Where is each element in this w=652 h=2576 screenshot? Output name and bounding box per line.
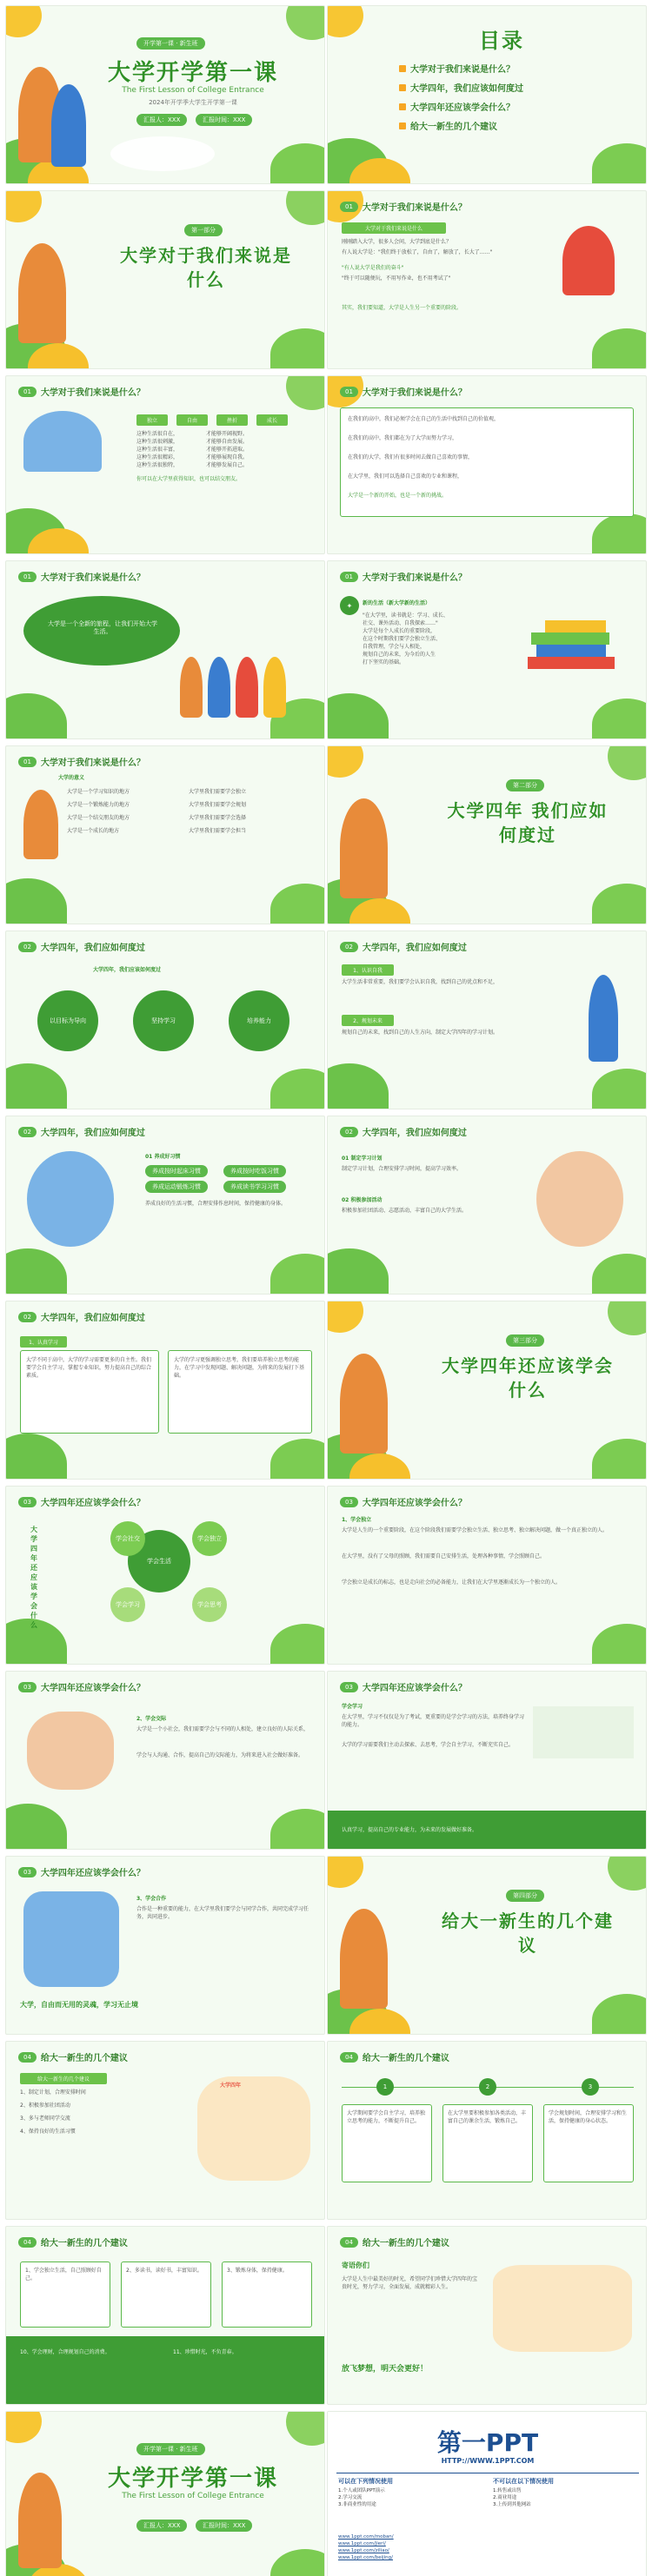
body-line: 规划自己的未来，为今后的人生 bbox=[363, 652, 436, 658]
slogan: 放飞梦想，明天会更好！ bbox=[342, 2365, 429, 2374]
header-number: 04 bbox=[18, 2237, 37, 2248]
student-figure-icon bbox=[263, 657, 286, 718]
subtitle: 2、学会交际 bbox=[136, 1716, 167, 1722]
text-panel bbox=[20, 1350, 159, 1434]
body-line: "终于可以随便玩，不用写作业，也不用考试了" bbox=[342, 275, 451, 281]
footer-text: 认真学习，提高自己的专业能力，为未来的发展做好准备。 bbox=[342, 1827, 478, 1833]
list-item: 大学是一个成长的地方 bbox=[67, 828, 120, 834]
slide-advice-columns[interactable] bbox=[327, 2041, 647, 2220]
slide-three-circles[interactable] bbox=[5, 930, 325, 1109]
header-number: 03 bbox=[18, 1867, 37, 1877]
keyword-box: 成长 bbox=[256, 414, 288, 426]
keyword-box: 自由 bbox=[176, 414, 208, 426]
body-line: 10、学会理财，合理规划自己的消费。 bbox=[20, 2349, 110, 2355]
footer-band bbox=[328, 1811, 647, 1850]
body-line: 这种生活很丰富， bbox=[136, 447, 179, 453]
bubble-node: 学会社交 bbox=[110, 1521, 145, 1556]
quote-title: 大学对于我们来说是什么 bbox=[342, 222, 446, 234]
slide-advice-list[interactable] bbox=[5, 2041, 325, 2220]
advice-list bbox=[20, 2089, 176, 2141]
header-title: 大学对于我们来说是什么？ bbox=[40, 573, 145, 583]
header-title: 大学四年，我们应如何度过 bbox=[362, 944, 467, 953]
body-line: 大学的学习更强调独立思考，我们要培养独立思考的能力，在学习中发现问题、解决问题，为将来的发展打下基础。 bbox=[174, 1357, 305, 1379]
header-number: 01 bbox=[18, 387, 37, 397]
bubble-node: 学会独立 bbox=[192, 1521, 227, 1556]
body-line: 在大学里，学习不仅仅是为了考试，更重要的是学会学习的方法，培养终身学习的能力。 bbox=[342, 1714, 525, 1728]
text-panel bbox=[543, 2104, 634, 2182]
list-item: 3、多与老师同学交流 bbox=[20, 2116, 70, 2122]
body-line: 其实，我们要知道，大学是人生另一个重要的阶段。 bbox=[342, 305, 462, 311]
lightbulb-icon: ✦ bbox=[340, 596, 359, 615]
slide-message[interactable] bbox=[327, 2226, 647, 2405]
date-pill: 汇报时间：XXX bbox=[196, 114, 252, 126]
toc-title: 目录 bbox=[479, 28, 524, 53]
body-line: 规划自己的未来，找到自己的人生方向，制定大学四年的学习计划。 bbox=[342, 1030, 499, 1036]
list-item: 大学是一个锻炼能力的地方 bbox=[67, 802, 130, 808]
text-panel bbox=[121, 2261, 211, 2328]
header-title: 大学对于我们来说是什么？ bbox=[40, 388, 145, 398]
student-reading-illustration bbox=[23, 790, 58, 859]
brand-logo: 第一PPT bbox=[436, 2428, 539, 2457]
footer-band bbox=[6, 2336, 325, 2405]
presenter-pill: 汇报人：XXX bbox=[136, 114, 187, 126]
habit-pill: 养成按时起床习惯 bbox=[145, 1165, 208, 1177]
point-label: 1、认识自我 bbox=[342, 964, 394, 976]
left-list bbox=[67, 788, 180, 840]
header-number: 02 bbox=[18, 1127, 37, 1137]
students-illustration bbox=[340, 798, 388, 898]
student-desk-illustration bbox=[27, 1712, 114, 1790]
body-line: 制定学习计划，合理安排学习时间，提高学习效率。 bbox=[342, 1166, 462, 1172]
body-line: 才能够发展自己。 bbox=[206, 462, 249, 468]
slogan: 大学，自由而无用的灵魂，学习无止境 bbox=[20, 2001, 138, 2009]
resource-link[interactable]: www.1ppt.com/moban/ bbox=[338, 2534, 394, 2540]
subtitle: 新的生活（新大学新的生活） bbox=[363, 600, 431, 606]
list-item: 1、制定计划，合理安排时间 bbox=[20, 2089, 86, 2096]
header-number: 01 bbox=[340, 387, 358, 397]
slide-advice-grid[interactable] bbox=[5, 2226, 325, 2405]
slide-study-hard[interactable] bbox=[5, 1301, 325, 1480]
subtitle: 01 养成好习惯 bbox=[145, 1154, 181, 1160]
classroom-illustration bbox=[533, 1706, 634, 1758]
slide-habits[interactable] bbox=[5, 1116, 325, 1295]
body-line: 有人说大学是："我们终于放松了，自由了，解放了，长大了……" bbox=[342, 249, 493, 255]
text-panel bbox=[222, 2261, 312, 2328]
circle-item: 坚持学习 bbox=[133, 990, 194, 1051]
body-line: 积极参加社团活动、志愿活动，丰富自己的大学生活。 bbox=[342, 1208, 468, 1214]
left-column bbox=[136, 430, 178, 469]
slide-meaning-list[interactable] bbox=[5, 745, 325, 924]
body-line: 这种生活很独特， bbox=[136, 462, 179, 468]
text-panel bbox=[20, 2261, 110, 2328]
student-figure-icon bbox=[236, 657, 258, 718]
body-line: 大学不同于高中，大学的学习需要更多的自主性。我们要学会自主学习，掌握专业知识，努力提高自己的综合素质。 bbox=[26, 1357, 152, 1379]
body-line: "有人说大学是我们的奋斗" bbox=[342, 265, 404, 271]
slide-high-school-vs-college[interactable] bbox=[327, 375, 647, 554]
side-title: 大学四年还应该学会什么 bbox=[30, 1526, 37, 1629]
toc-bullet-icon bbox=[399, 84, 406, 91]
slide-social[interactable] bbox=[5, 1671, 325, 1850]
students-illustration bbox=[340, 1354, 388, 1454]
body-line: 大学是一个新的开始，也是一个新的挑战。 bbox=[348, 493, 448, 499]
body-line: 在大学里要积极参加各类活动，丰富自己的课余生活，锻炼自己。 bbox=[448, 2110, 527, 2124]
bubble-node: 学会学习 bbox=[110, 1587, 145, 1622]
body-line: 社交、课外活动、自我探索……" bbox=[363, 620, 438, 626]
bubble-text: 大学是一个全新的旅程，让我们开始大学生活。 bbox=[48, 620, 157, 635]
slide-section-4[interactable] bbox=[327, 1856, 647, 2035]
cover-subtitle: The First Lesson of College Entrance bbox=[122, 86, 264, 95]
subtitle: 3、学会合作 bbox=[136, 1896, 167, 1902]
section-title: 大学对于我们来说是什么 bbox=[120, 245, 292, 290]
list-item: 4、保持良好的生活习惯 bbox=[20, 2129, 76, 2135]
header-number: 04 bbox=[340, 2237, 358, 2248]
body-line: 这种生活很刺激， bbox=[136, 439, 179, 445]
header-number: 02 bbox=[340, 1127, 358, 1137]
toc-bullet-icon bbox=[399, 65, 406, 72]
toc-bullet-icon bbox=[399, 123, 406, 129]
header-title: 大学对于我们来说是什么？ bbox=[362, 388, 467, 398]
body-line: 这种生活很精彩， bbox=[136, 454, 179, 460]
info-line: 1.个人或团队PPT演示 bbox=[338, 2488, 385, 2493]
circle-item: 培养能力 bbox=[229, 990, 289, 1051]
subtitle: 学会学习 bbox=[342, 1704, 363, 1710]
body-line: 学会规划时间，合理安排学习和生活，保持健康的身心状态。 bbox=[549, 2110, 628, 2124]
header-title: 大学四年，我们应如何度过 bbox=[362, 1129, 467, 1138]
books-illustration bbox=[519, 596, 623, 700]
slide-closing[interactable] bbox=[5, 2411, 325, 2576]
header-number: 03 bbox=[340, 1497, 358, 1507]
body-line: 大学是人生的一个重要阶段，在这个阶段我们需要学会独立生活、独立思考、独立解决问题，做一个真正独立的人。 bbox=[342, 1527, 609, 1533]
body-line: 1、学会独立生活，自己照顾好自己。 bbox=[25, 2268, 102, 2281]
header-number: 03 bbox=[18, 1682, 37, 1692]
resource-link[interactable]: www.1ppt.com/jieri/ bbox=[338, 2541, 386, 2546]
body-line: 才能够展现自我。 bbox=[206, 454, 249, 460]
text-panel bbox=[342, 2104, 432, 2182]
toc-item[interactable]: 大学四年还应该学会什么？ bbox=[399, 100, 523, 113]
slide-cover[interactable] bbox=[5, 5, 325, 184]
info-line: 1.转售或出售 bbox=[493, 2488, 522, 2493]
forbidden-column bbox=[493, 2478, 641, 2508]
text-block bbox=[363, 612, 449, 666]
body-line: 3、锻炼身体，保持健康。 bbox=[227, 2268, 288, 2274]
bubble-node: 学会思考 bbox=[192, 1587, 227, 1622]
resource-link[interactable]: www.1ppt.com/beijing/ bbox=[338, 2555, 394, 2560]
students-illustration bbox=[27, 1151, 114, 1247]
body-line: "在大学里，读书就是：学习、成长、 bbox=[363, 613, 449, 619]
body-line: 养成良好的生活习惯，合理安排作息时间，保持健康的身体。 bbox=[145, 1201, 287, 1207]
point-label: 给大一新生的几个建议 bbox=[20, 2073, 107, 2084]
toc-item[interactable]: 大学对于我们来说是什么？ bbox=[399, 62, 523, 75]
right-column bbox=[206, 430, 248, 469]
header-title: 给大一新生的几个建议 bbox=[362, 2054, 449, 2063]
subtitle: 寄语你们 bbox=[342, 2261, 369, 2269]
list-item: 大学里我们需要学会选择 bbox=[189, 815, 247, 821]
header-title: 给大一新生的几个建议 bbox=[362, 2239, 449, 2248]
section-tag: 第二部分 bbox=[506, 779, 544, 791]
section-title: 大学四年 我们应如何度过 bbox=[447, 800, 609, 845]
keyword-box: 挫折 bbox=[216, 414, 248, 426]
slide-what-is-college[interactable] bbox=[327, 190, 647, 369]
body-line: 2、多读书，读好书，丰富知识。 bbox=[126, 2268, 203, 2274]
info-line: 3.上传到其他网站 bbox=[493, 2502, 531, 2507]
header-number: 02 bbox=[18, 1312, 37, 1322]
section-tag: 第一部分 bbox=[184, 224, 223, 236]
right-list bbox=[189, 788, 302, 840]
toc-list bbox=[399, 62, 523, 138]
cover-title: 大学开学第一课 bbox=[107, 60, 278, 86]
student-figure-icon bbox=[589, 975, 618, 1062]
slide-toc[interactable] bbox=[327, 5, 647, 184]
step-number: 3 bbox=[582, 2078, 599, 2096]
subtitle: 01 制定学习计划 bbox=[342, 1156, 383, 1162]
links-block bbox=[338, 2533, 634, 2561]
body-line: 学会与人沟通、合作，提高自己的交际能力，为将来进入社会做好准备。 bbox=[136, 1752, 304, 1758]
toc-item[interactable]: 大学四年，我们应该如何度过 bbox=[399, 81, 523, 94]
bubble-node: 学会生活 bbox=[128, 1530, 190, 1593]
body-line: 大学的学习需要我们主动去探索、去思考，学会自主学习，不断充实自己。 bbox=[342, 1742, 515, 1748]
slide-college-meaning[interactable] bbox=[5, 375, 325, 554]
slide-section-1[interactable] bbox=[5, 190, 325, 369]
body-line: 大学生活非常重要，我们要学会认识自我，找到自己的优点和不足， bbox=[342, 979, 499, 985]
hurdle-runner-illustration bbox=[23, 411, 102, 472]
section-title: 大学四年还应该学会什么 bbox=[442, 1355, 614, 1401]
slide-independence[interactable] bbox=[327, 1486, 647, 1665]
brand-url[interactable]: HTTP://WWW.1PPT.COM bbox=[441, 2457, 535, 2465]
header-title: 给大一新生的几个建议 bbox=[40, 2054, 128, 2063]
date-pill: 汇报时间：XXX bbox=[196, 2520, 252, 2532]
info-line: 2.商业用途 bbox=[493, 2495, 517, 2500]
students-illustration bbox=[18, 2473, 62, 2568]
header-title: 大学四年还应该学会什么？ bbox=[40, 1684, 145, 1693]
list-item: 2、积极参加社团活动 bbox=[20, 2103, 70, 2109]
slide-plan[interactable] bbox=[327, 930, 647, 1109]
text-panel bbox=[168, 1350, 312, 1434]
body-line: 在这个时期我们要学会独立生活、 bbox=[363, 636, 442, 642]
allowed-column bbox=[338, 2478, 486, 2508]
list-item: 大学里我们需要学会规划 bbox=[189, 802, 247, 808]
body-line: 在我们的高中，我们必须学会在自己的生活中找到自己的价值观， bbox=[348, 416, 500, 422]
graduates-illustration bbox=[493, 2265, 632, 2352]
step-number: 1 bbox=[376, 2078, 394, 2096]
subtitle: 1、学会独立 bbox=[342, 1517, 372, 1523]
student-figure-icon bbox=[180, 657, 203, 718]
body-line: 在我们的高中，我们都在为了大学而努力学习， bbox=[348, 435, 458, 441]
header-number: 01 bbox=[18, 757, 37, 767]
girl-studying-illustration bbox=[536, 1151, 623, 1247]
header-title: 大学四年，我们应如何度过 bbox=[40, 1314, 145, 1323]
header-title: 大学四年还应该学会什么？ bbox=[362, 1499, 467, 1508]
cover-subtitle: The First Lesson of College Entrance bbox=[122, 2492, 264, 2500]
student-figure-icon bbox=[208, 657, 230, 718]
text-panel bbox=[442, 2104, 533, 2182]
subtitle: 大学的意义 bbox=[58, 775, 85, 781]
body-line: 在大学里，我们可以选择自己喜欢的专业和课程， bbox=[348, 473, 463, 480]
point-label: 1、认真学习 bbox=[20, 1336, 67, 1348]
list-item: 大学里我们需要学会担当 bbox=[189, 828, 247, 834]
body-line: 在大学里，没有了父母的照顾，我们需要自己安排生活，处理各种事情，学会照顾自己。 bbox=[342, 1553, 546, 1560]
body-line: 大学是每个人成长的重要阶段， bbox=[363, 628, 436, 634]
body-line: 大学期间要学会自主学习，培养独立思考的能力，不断提升自己。 bbox=[347, 2110, 426, 2124]
habit-pill: 养成按时吃饭习惯 bbox=[223, 1165, 286, 1177]
list-item: 大学是一个学习知识的地方 bbox=[67, 789, 130, 795]
header-number: 03 bbox=[18, 1497, 37, 1507]
resource-link[interactable]: www.1ppt.com/ziliao/ bbox=[338, 2548, 389, 2553]
list-item: 大学是一个结交朋友的地方 bbox=[67, 815, 130, 821]
circle-item: 以目标为导向 bbox=[37, 990, 98, 1051]
header-title: 大学四年，我们应如何度过 bbox=[40, 1129, 145, 1138]
reading-girl-illustration bbox=[562, 226, 615, 295]
footer-line: 你可以在大学里获得知识，也可以结交朋友。 bbox=[136, 476, 242, 482]
header-number: 02 bbox=[340, 942, 358, 952]
step-number: 2 bbox=[479, 2078, 496, 2096]
header-title: 大学四年还应该学会什么？ bbox=[40, 1869, 145, 1878]
student-figure-icon bbox=[51, 84, 86, 167]
cover-tag: 开学第一课 · 新生班 bbox=[136, 37, 205, 50]
body-line: 才能够开阔视野。 bbox=[206, 431, 249, 437]
cover-title: 大学开学第一课 bbox=[107, 2466, 278, 2492]
header-title: 大学四年还应该学会什么？ bbox=[40, 1499, 145, 1508]
cover-tag: 开学第一课 · 新生班 bbox=[136, 2443, 205, 2455]
header-title: 大学四年还应该学会什么？ bbox=[362, 1684, 467, 1693]
header-title: 大学对于我们来说是什么？ bbox=[362, 203, 467, 213]
slide-section-3[interactable] bbox=[327, 1301, 647, 1480]
header-number: 04 bbox=[340, 2052, 358, 2063]
slide-learning[interactable] bbox=[327, 1671, 647, 1850]
body-line: 大学是人生中最美好的时光，希望同学们珍惜大学四年的宝贵时光，努力学习，全面发展，成就精彩人生。 bbox=[342, 2276, 478, 2290]
header-number: 01 bbox=[18, 572, 37, 582]
students-illustration bbox=[23, 1891, 119, 1987]
header-number: 04 bbox=[18, 2052, 37, 2063]
badge-text: 大学四年 bbox=[220, 2083, 242, 2089]
info-line: 3.非商业性的用途 bbox=[338, 2502, 376, 2507]
header-title: 大学对于我们来说是什么？ bbox=[362, 573, 467, 583]
header-number: 01 bbox=[340, 202, 358, 212]
body-line: 学会独立是成长的标志，也是走向社会的必备能力，让我们在大学里逐渐成长为一个独立的人。 bbox=[342, 1579, 562, 1586]
graduates-illustration bbox=[197, 2076, 310, 2181]
toc-bullet-icon bbox=[399, 103, 406, 110]
body-line: 自我管理，学会与人相处， bbox=[363, 644, 426, 650]
caption: 大学四年，我们应该如何度过 bbox=[93, 967, 162, 973]
students-illustration bbox=[340, 1909, 388, 2009]
header-title: 大学对于我们来说是什么？ bbox=[40, 758, 145, 768]
body-line: 刚刚踏入大学，很多人会问，大学到底是什么？ bbox=[342, 239, 452, 245]
header-title: 给大一新生的几个建议 bbox=[40, 2239, 128, 2248]
body-line: 合作是一种重要的能力，在大学里我们要学会与同学合作，共同完成学习任务，共同进步。 bbox=[136, 1906, 309, 1920]
slide-brand[interactable] bbox=[327, 2411, 647, 2576]
students-illustration bbox=[18, 243, 66, 343]
section-title: 给大一新生的几个建议 bbox=[442, 1910, 614, 1956]
column-title: 不可以在以下情况使用 bbox=[493, 2478, 554, 2485]
cover-desc: 2024年开学季大学生开学第一课 bbox=[149, 99, 237, 106]
body-line: 大学是一个小社会，我们需要学会与不同的人相处，建立良好的人际关系， bbox=[136, 1726, 309, 1732]
habit-pill: 养成读书学习习惯 bbox=[223, 1181, 286, 1193]
column-title: 可以在下列情况使用 bbox=[338, 2478, 393, 2485]
text-panel bbox=[340, 407, 634, 517]
habit-pill: 养成运动锻炼习惯 bbox=[145, 1181, 208, 1193]
keyword-box: 独立 bbox=[136, 414, 168, 426]
body-line: 在我们的大学，我们有很多时间去做自己喜欢的事情， bbox=[348, 454, 474, 460]
subtitle: 02 积极参加活动 bbox=[342, 1197, 383, 1203]
speech-bubble bbox=[23, 596, 180, 666]
header-number: 02 bbox=[18, 942, 37, 952]
body-line: 才能够自由发展。 bbox=[206, 439, 249, 445]
body-line: 这种生活很自在， bbox=[136, 431, 179, 437]
body-line: 打下坚实的基础。 bbox=[363, 659, 405, 666]
slide-learn-bubbles[interactable] bbox=[5, 1486, 325, 1665]
slide-cooperation[interactable] bbox=[5, 1856, 325, 2035]
header-title: 大学四年，我们应如何度过 bbox=[40, 944, 145, 953]
section-tag: 第三部分 bbox=[506, 1334, 544, 1347]
section-tag: 第四部分 bbox=[506, 1890, 544, 1902]
slide-section-2[interactable] bbox=[327, 745, 647, 924]
list-item: 大学里我们需要学会独立 bbox=[189, 789, 247, 795]
header-number: 01 bbox=[340, 572, 358, 582]
slide-new-life[interactable] bbox=[327, 560, 647, 739]
slide-study-plan[interactable] bbox=[327, 1116, 647, 1295]
body-line: 11、珍惜时光，不负青春。 bbox=[173, 2349, 237, 2355]
toc-item[interactable]: 给大一新生的几个建议 bbox=[399, 119, 523, 132]
presenter-pill: 汇报人：XXX bbox=[136, 2520, 187, 2532]
point-label: 2、规划未来 bbox=[342, 1015, 394, 1026]
info-line: 2.学习交流 bbox=[338, 2495, 363, 2500]
body-line: 才能够开拓进取。 bbox=[206, 447, 249, 453]
header-number: 03 bbox=[340, 1682, 358, 1692]
slide-speech-bubble[interactable] bbox=[5, 560, 325, 739]
